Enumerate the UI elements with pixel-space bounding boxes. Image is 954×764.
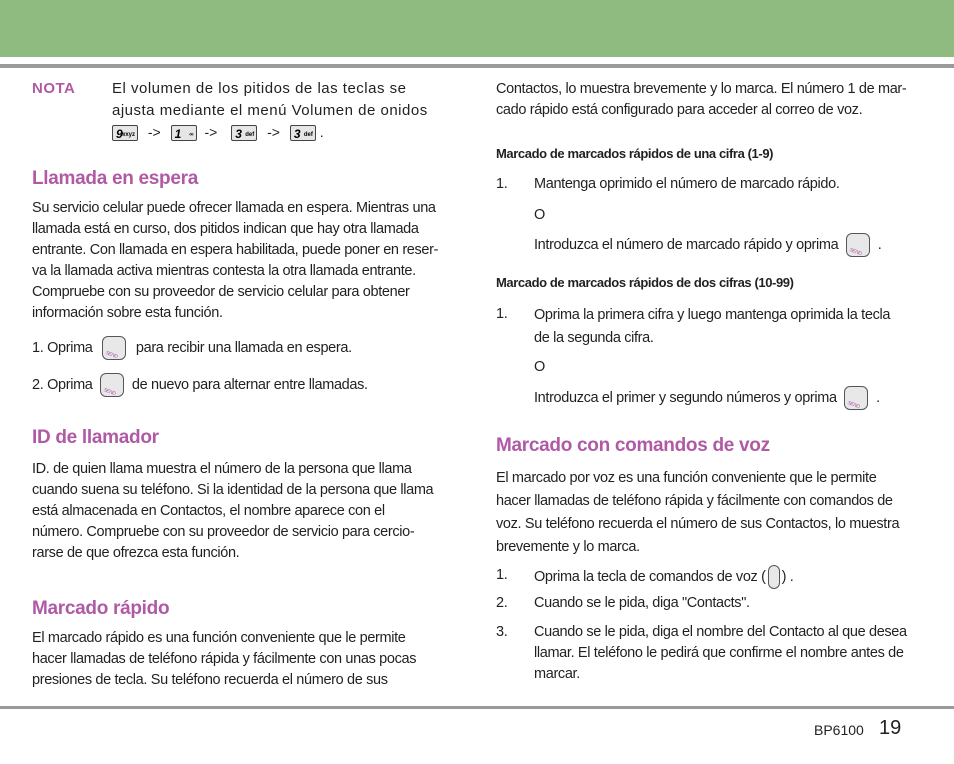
step-text: Introduzca el primer y segundo números y oprima — [534, 389, 837, 406]
key-3-icon: 3 def — [290, 125, 316, 141]
section-heading-voice-dial: Marcado con comandos de voz — [496, 435, 770, 456]
note-text — [112, 78, 428, 122]
key-1-icon: 1 ∞ — [171, 125, 197, 141]
voice-dial-body — [496, 467, 899, 559]
arrow: -> — [267, 124, 280, 140]
body-line: Su servicio celular puede ofrecer llamada en espera. Mientras una — [32, 200, 436, 216]
voice-step-2: Cuando se le pida, diga "Contacts". — [534, 595, 750, 611]
body-line: Compruebe con su proveedor de servicio celular para obtener — [32, 284, 410, 300]
key-3-icon: 3 def — [231, 125, 257, 141]
subheading-one-digit: Marcado de marcados rápidos de una cifra (1-9) — [496, 146, 774, 161]
note-label: NOTA — [32, 80, 76, 97]
caller-id-body — [32, 459, 433, 564]
step-line: llamar. El teléfono le pedirá que confirme el nombre antes de — [534, 645, 904, 661]
or-label: O — [534, 207, 545, 223]
header-band — [0, 0, 954, 57]
step-line: de la segunda cifra. — [534, 330, 654, 346]
note-line: ajusta mediante el menú Volumen de onidos — [112, 102, 428, 119]
step-number: 1. — [496, 176, 508, 192]
step-text: ) . — [781, 568, 794, 585]
step-text: Oprima la tecla de comandos de voz ( — [534, 568, 766, 585]
send-key-icon: SEND — [102, 336, 126, 360]
note-line: El volumen de los pitidos de las teclas se — [112, 80, 407, 97]
step-number: 1. — [496, 567, 508, 583]
one-digit-step: Mantenga oprimido el número de marcado rápido. — [534, 176, 840, 192]
body-line: presiones de tecla. Su teléfono recuerda el número de sus — [32, 672, 388, 688]
body-line: información sobre esta función. — [32, 305, 223, 321]
section-heading-caller-id: ID de llamador — [32, 427, 159, 448]
step-number: 2. — [496, 595, 508, 611]
step-line: marcar. — [534, 666, 580, 682]
model-number: BP6100 — [814, 722, 864, 738]
step-text: Introduzca el número de marcado rápido y oprima — [534, 236, 839, 253]
speed-dial-body — [32, 628, 416, 691]
body-line: número. Compruebe con su proveedor de servicio para cercio- — [32, 524, 415, 540]
body-line: voz. Su teléfono recuerda el número de sus Contactos, lo muestra — [496, 516, 900, 532]
body-line: está almacenada en Contactos, el nombre aparece con el — [32, 503, 385, 519]
call-waiting-body — [32, 198, 438, 324]
step-text: . — [876, 389, 880, 406]
body-line: rarse de que ofrezca esta función. — [32, 545, 240, 561]
body-line: El marcado rápido es una función conveniente que le permite — [32, 630, 406, 646]
call-waiting-step-2 — [32, 373, 368, 397]
body-line: ID. de quien llama muestra el número de la persona que llama — [32, 461, 412, 477]
body-line: hacer llamadas de teléfono rápida y fácilmente con unas pocas — [32, 651, 417, 667]
send-key-icon: SEND — [844, 386, 868, 410]
step-line: Oprima la primera cifra y luego mantenga oprimida la tecla — [534, 307, 891, 323]
body-line: cuando suena su teléfono. Si la identidad de la persona que llama — [32, 482, 434, 498]
section-heading-call-waiting: Llamada en espera — [32, 168, 198, 189]
step-text: . — [877, 236, 882, 253]
voice-step-1 — [534, 565, 793, 589]
two-digit-alt — [534, 386, 880, 410]
body-line: llamada está en curso, dos pitidos indican que hay otra llamada — [32, 221, 419, 237]
step-text: 2. Oprima — [32, 376, 93, 393]
body-line: Contactos, lo muestra brevemente y lo marca. El número 1 de mar- — [496, 81, 907, 97]
section-heading-speed-dial: Marcado rápido — [32, 598, 170, 619]
step-number: 3. — [496, 624, 508, 640]
call-waiting-step-1 — [32, 336, 352, 360]
body-line: El marcado por voz es una función conveniente que le permite — [496, 470, 877, 486]
body-line: brevemente y lo marca. — [496, 539, 640, 555]
send-key-icon: SEND — [100, 373, 124, 397]
step-text: de nuevo para alternar entre llamadas. — [131, 376, 368, 393]
header-divider — [0, 64, 954, 68]
body-line: entrante. Con llamada en espera habilitada, puede poner en reser- — [32, 242, 439, 258]
arrow: -> — [147, 124, 161, 140]
step-text: para recibir una llamada en espera. — [135, 339, 352, 356]
step-text: 1. Oprima — [32, 339, 93, 356]
one-digit-alt — [534, 233, 881, 257]
note-key-sequence — [112, 124, 324, 141]
send-key-icon: SEND — [846, 233, 870, 257]
note-end: . — [319, 124, 324, 140]
body-line: hacer llamadas de teléfono rápida y fácilmente con comandos de — [496, 493, 893, 509]
footer-divider — [0, 706, 954, 709]
speed-dial-body-continued — [496, 79, 906, 121]
body-line: va la llamada activa mientras contesta la otra llamada entrante. — [32, 263, 416, 279]
subheading-two-digit: Marcado de marcados rápidos de dos cifras (10-99) — [496, 275, 794, 290]
page-number: 19 — [879, 717, 902, 739]
arrow: -> — [204, 124, 218, 140]
voice-command-key-icon — [768, 565, 780, 589]
two-digit-step — [534, 304, 890, 350]
voice-step-3 — [534, 622, 907, 685]
key-9-icon: 9 wxyz — [112, 125, 138, 141]
step-line: Cuando se le pida, diga el nombre del Contacto al que desea — [534, 624, 907, 640]
step-number: 1. — [496, 306, 508, 322]
or-label: O — [534, 359, 545, 375]
body-line: cado rápido está configurado para acceder al correo de voz. — [496, 102, 863, 118]
